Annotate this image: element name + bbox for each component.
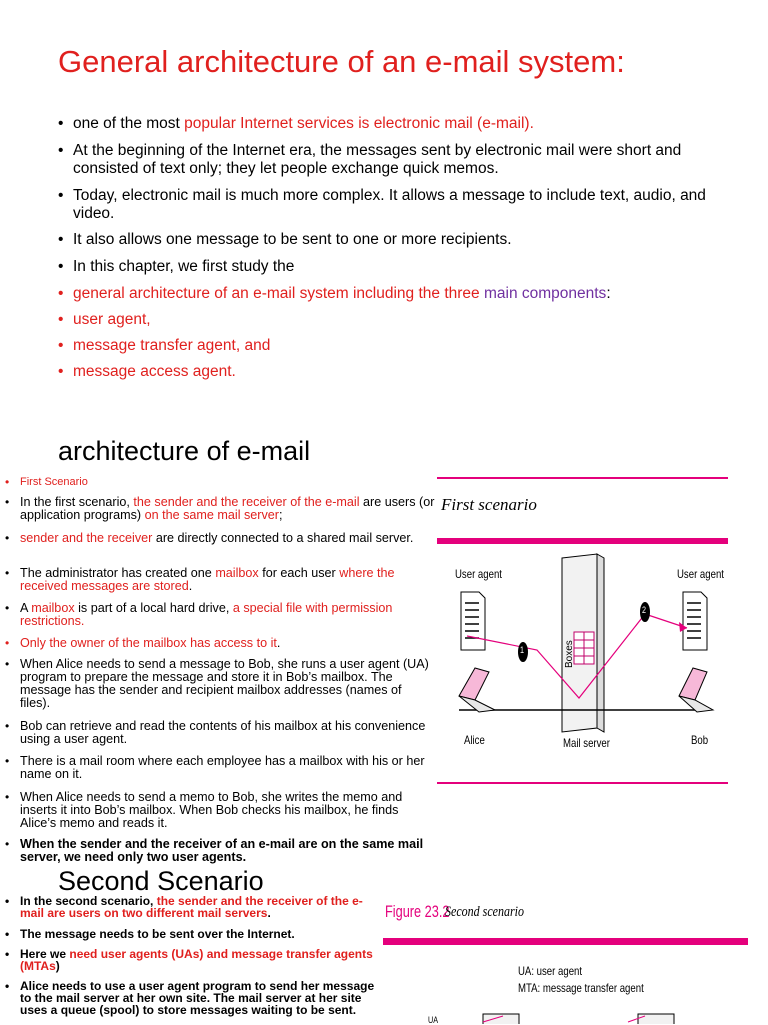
laptop-icon: [459, 668, 495, 712]
bullet: • The administrator has created one mailbox for each user where the received messages are stored.: [5, 566, 395, 593]
bullet: • sender and the receiver are directly connected to a shared mail server.: [5, 531, 414, 545]
bullet: • In the second scenario, the sender and the receiver of the e-mail are users on two different mail servers.: [5, 894, 363, 920]
bullet: • Today, electronic mail is much more complex. It allows a message to include text, audio, and video.: [58, 187, 738, 223]
document-icon: [683, 592, 707, 650]
slide-1: [0, 0, 768, 420]
alice-label: Alice: [464, 733, 485, 747]
legend-mta: MTA: message transfer agent: [518, 981, 644, 995]
step-1-label: 1: [520, 645, 525, 655]
bullet: • user agent,: [58, 311, 738, 329]
bullet-highlight: First Scenario: [20, 476, 88, 488]
bullet-highlight: general architecture of an e-mail system including the three: [73, 285, 484, 302]
figure-number: Figure 23.2: [385, 902, 450, 921]
bullet-text: It also allows one message to be sent to one or more recipients.: [73, 231, 512, 248]
bullet: • Bob can retrieve and read the contents of his mailbox at his convenience using a user agent.: [5, 719, 426, 746]
bullet: [58, 115, 738, 133]
bullet: • First Scenario: [5, 476, 435, 489]
left-ua-label: User agent: [455, 567, 502, 581]
second-scenario-diagram: [383, 1008, 748, 1024]
figure-rule-bottom: [437, 782, 728, 784]
bullet-text: In this chapter, we first study the: [73, 258, 295, 275]
document-icon: [461, 592, 485, 650]
figure-rule: [437, 538, 728, 544]
bullet: • When Alice needs to send a memo to Bob, she writes the memo and inserts it into Bob’s mailbox. When Bob checks his mailbox, he finds Alice’s memo and reads it.: [5, 790, 403, 830]
figure-caption: Second scenario: [445, 904, 524, 920]
bullet: • A mailbox is part of a local hard drive, a special file with permission restrictions.: [5, 601, 393, 628]
bullet-dot: •: [58, 115, 64, 132]
bullet-highlight: popular Internet services is electronic mail (e-mail).: [184, 115, 534, 132]
bob-label: Bob: [691, 733, 709, 747]
bullet: • When Alice needs to send a message to Bob, she runs a user agent (UA) program to prepare the message and store it in Bob’s mailbox. The message has the sender and recipient mailbox addresses (names of files).: [5, 657, 429, 710]
bullet: • When the sender and the receiver of an e-mail are on the same mail server, we need only two user agents.: [5, 837, 424, 864]
figure-caption: First scenario: [441, 495, 537, 514]
bullet: • general architecture of an e-mail system including the three main components:: [58, 285, 611, 302]
right-ua-label: User agent: [677, 567, 724, 581]
legend-ua: UA: user agent: [518, 964, 583, 978]
slide-2-title: architecture of e-mail: [58, 436, 311, 466]
bullet: • The message needs to be sent over the Internet.: [5, 927, 295, 941]
laptop-icon: [679, 668, 713, 712]
slide-3-title: Second Scenario: [58, 866, 264, 896]
bullet: • It also allows one message to be sent to one or more recipients.: [58, 231, 738, 249]
bullet-text: one of the most: [73, 115, 185, 132]
bullet-highlight: user agent,: [73, 311, 151, 328]
bullet-highlight: message access agent.: [73, 363, 236, 380]
bullet-text: At the beginning of the Internet era, the messages sent by electronic mail were short and consisted of text only; they let people exchange quick memos.: [73, 142, 682, 177]
bullet: • Here we need user agents (UAs) and message transfer agents (MTAs): [5, 947, 373, 973]
bullet: • Alice needs to use a user agent program to send her message to the mail server at her own site. The mail server at her site uses a queue (spool) to store messages waiting to be sent.: [5, 979, 375, 1017]
bullet: • There is a mail room where each employee has a mailbox with his or her name on it.: [5, 754, 425, 781]
slide-1-title: General architecture of an e-mail system:: [58, 44, 625, 79]
bullet: • At the beginning of the Internet era, the messages sent by electronic mail were short and consisted of text only; they let people exchange quick memos.: [58, 142, 738, 178]
step-2-label: 2: [642, 605, 647, 615]
ua-left-label: UA: [428, 1015, 439, 1025]
figure-rule: [383, 938, 748, 945]
bullet: • message access agent.: [58, 363, 738, 381]
bullet: • In this chapter, we first study the: [58, 258, 738, 276]
bullet: • Only the owner of the mailbox has access to it.: [5, 636, 281, 650]
boxes-label: Boxes: [564, 640, 575, 668]
bullet-highlight-purple: main components: [483, 285, 607, 302]
mail-server-label: Mail server: [563, 736, 610, 750]
bullet: • In the first scenario, the sender and the receiver of the e-mail are users (or application programs) on the same mail server;: [5, 495, 435, 522]
bullet-highlight: message transfer agent, and: [73, 337, 271, 354]
bullet-text: Today, electronic mail is much more complex. It allows a message to include text, audio, and video.: [73, 187, 706, 222]
bullet: • message transfer agent, and: [58, 337, 738, 355]
figure-rule-top: [437, 477, 728, 479]
